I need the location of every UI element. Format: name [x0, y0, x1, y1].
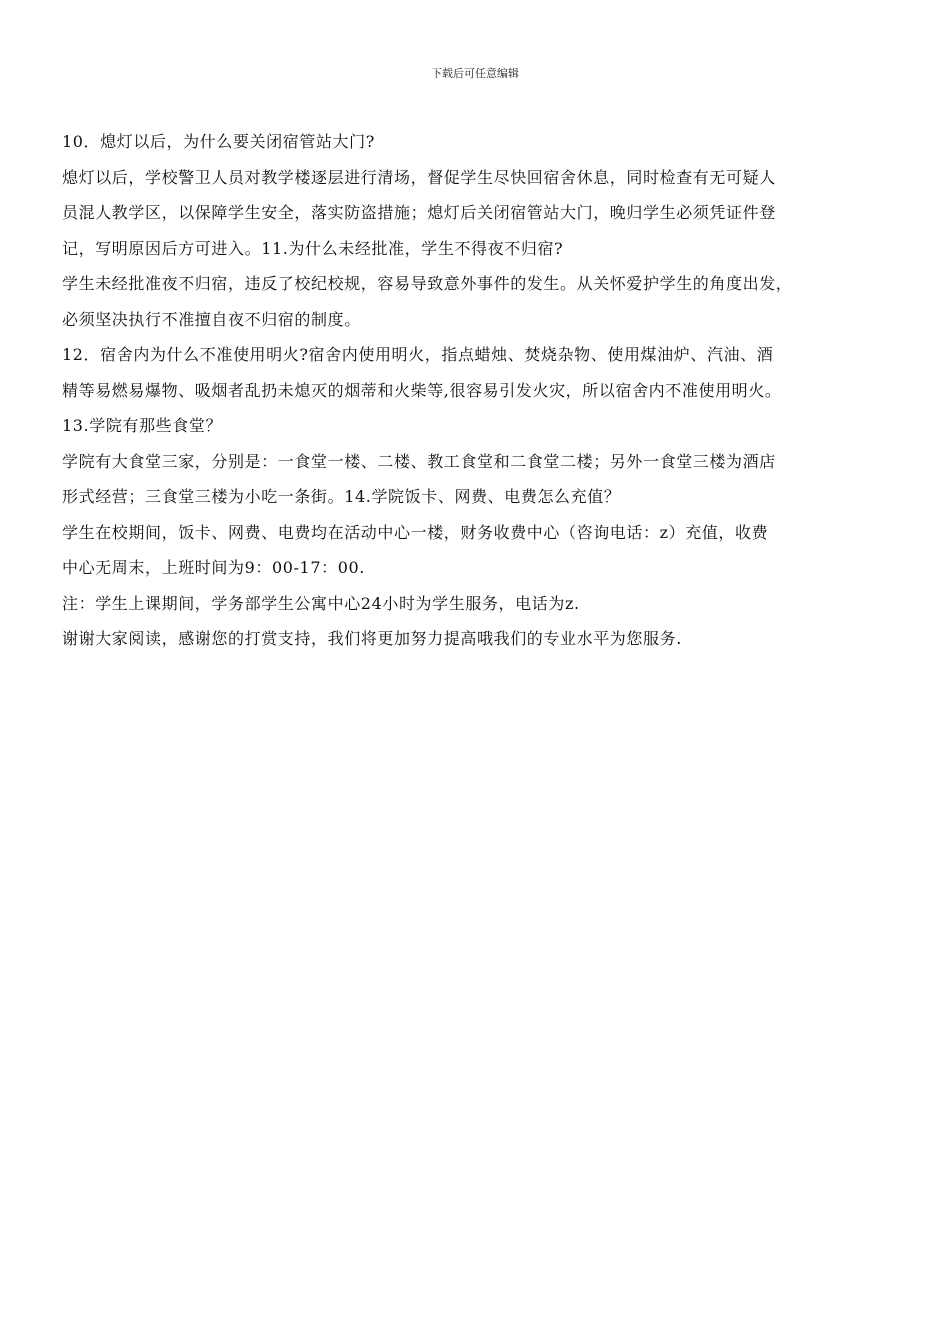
- answer-14-line-2: 中心无周末，上班时间为9：00-17：00.: [62, 558, 365, 577]
- thanks-line: 谢谢大家阅读，感谢您的打赏支持，我们将更加努力提高哦我们的专业水平为您服务.: [62, 629, 682, 648]
- answer-13-line-1: 学院有大食堂三家，分别是：一食堂一楼、二楼、教工食堂和二食堂二楼；另外一食堂三楼为酒店: [62, 451, 776, 471]
- page-header: 下载后可任意编辑: [431, 67, 519, 80]
- answer-10-line-1: 熄灯以后，学校警卫人员对教学楼逐层进行清场，督促学生尽快回宿舍休息，同时检查有无可疑人: [62, 167, 776, 187]
- answer-13-line-2: 形式经营；三食堂三楼为小吃一条街。14.学院饭卡、网费、电费怎么充值？: [62, 487, 621, 506]
- document-body: [62, 124, 894, 657]
- answer-14-line-1: 学生在校期间，饭卡、网费、电费均在活动中心一楼，财务收费中心（咨询电话：z）充值，收费: [62, 522, 769, 542]
- answer-10-line-3: 记，写明原因后方可进入。11.为什么未经批准，学生不得夜不归宿?: [62, 238, 564, 258]
- answer-10-line-2: 员混人教学区，以保障学生安全，落实防盗措施；熄灯后关闭宿管站大门，晚归学生必须凭证件登: [62, 203, 776, 222]
- answer-11-line-1: 学生未经批准夜不归宿，违反了校纪校规，容易导致意外事件的发生。从关怀爱护学生的角度出发，: [62, 274, 793, 293]
- question-12-line-1: 12．宿舍内为什么不准使用明火?宿舍内使用明火，指点蜡烛、焚烧杂物、使用煤油炉、汽油、酒: [62, 345, 774, 364]
- question-10-title: 10．熄灯以后，为什么要关闭宿管站大门?: [62, 132, 375, 151]
- question-13-title: 13.学院有那些食堂？: [62, 416, 223, 435]
- note-line: 注：学生上课期间，学务部学生公寓中心24小时为学生服务，电话为z.: [62, 593, 580, 613]
- answer-11-line-2: 必须坚决执行不准擅自夜不归宿的制度。: [62, 309, 361, 329]
- question-12-line-2: 精等易燃易爆物、吸烟者乱扔未熄灭的烟蒂和火柴等,很容易引发火灾，所以宿舍内不准使用明火。: [62, 380, 782, 400]
